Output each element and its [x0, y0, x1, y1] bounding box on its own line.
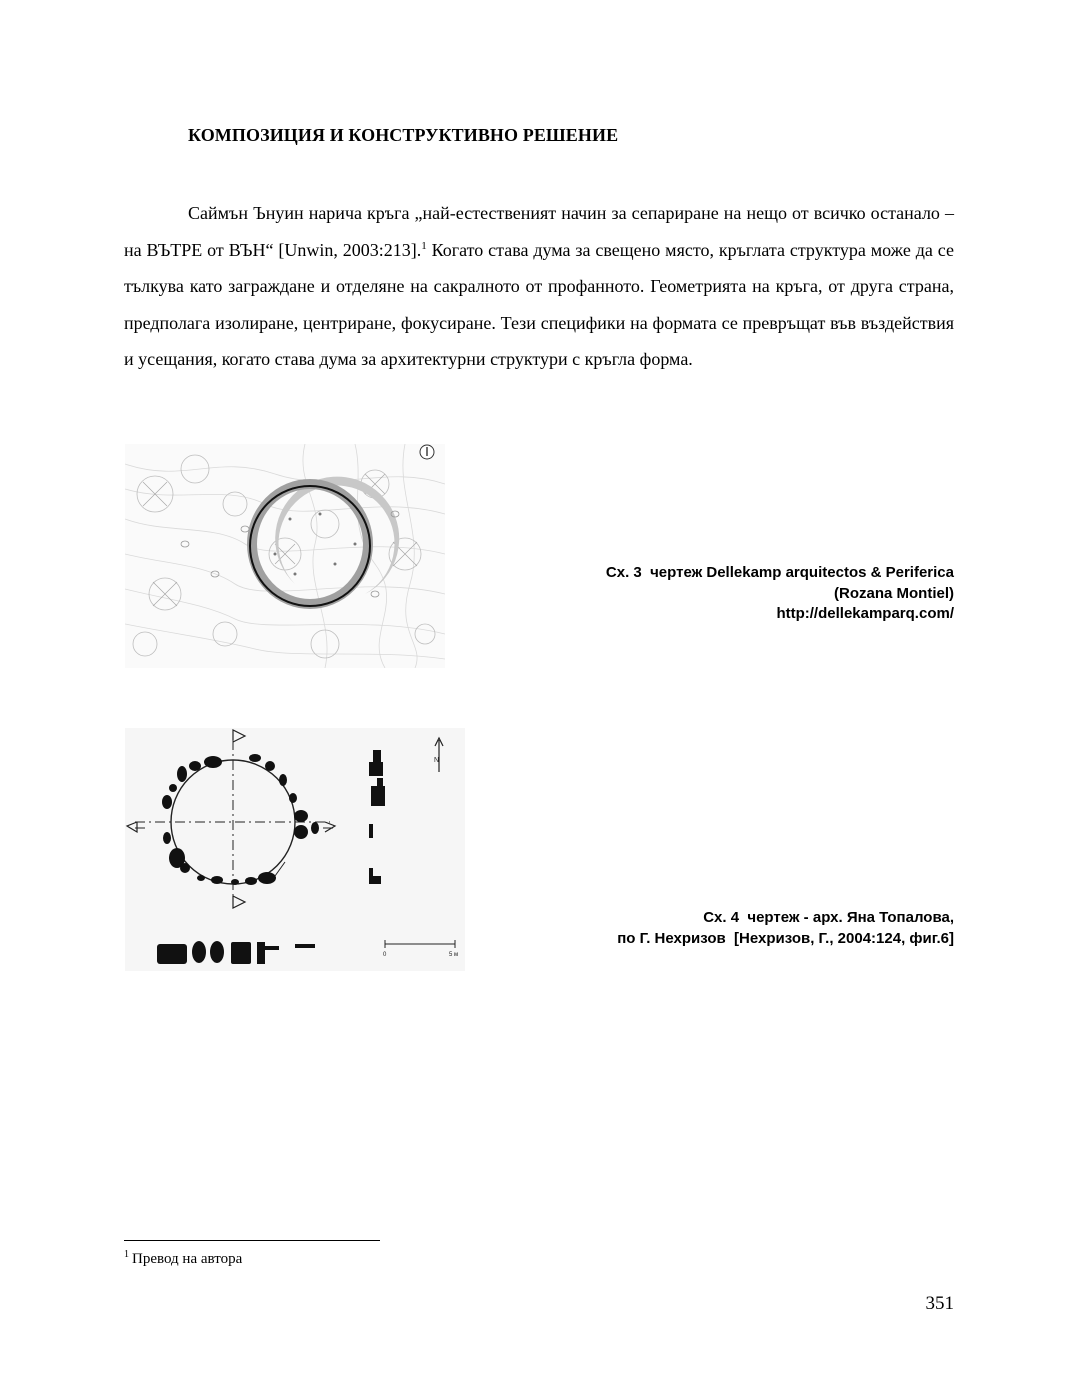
stone-circle-drawing: [125, 728, 465, 971]
scale-start-label: 0: [383, 952, 387, 958]
caption-line: Сх. 4 чертеж - арх. Яна Топалова,: [703, 909, 954, 926]
footnote-number: 1: [124, 1249, 129, 1260]
north-label: N: [434, 757, 440, 764]
caption-line: (Rozana Montiel): [834, 584, 954, 602]
caption-line: Сх. 3 чертеж Dellekamp arquitectos & Periferica: [605, 564, 954, 581]
figure-stone-circle: [125, 728, 465, 971]
site-plan-drawing: [125, 444, 445, 668]
paragraph-text-part1: Саймън Ънуин нарича кръга „най-естественият начин за сепариране на нещо от всичко останало – на ВЪТРЕ от ВЪН“ [Unwin, 2003:213].: [124, 203, 954, 260]
body-paragraph: [124, 195, 954, 378]
caption-line: по Г. Нехризов [Нехризов, Г., 2004:124, фиг.6]: [617, 929, 954, 947]
scale-end-label: 5 м: [449, 952, 459, 958]
footnote-text: Превод на автора: [132, 1251, 243, 1267]
footnote-separator: [124, 1240, 380, 1241]
page-number: 351: [925, 1293, 954, 1314]
caption-line[interactable]: http://dellekamparq.com/: [776, 605, 954, 622]
footnote-reference[interactable]: 1: [421, 239, 427, 252]
figure2-caption: [617, 908, 954, 949]
footnote: [124, 1251, 242, 1268]
figure1-caption: [606, 563, 954, 625]
figure-site-plan: [125, 444, 445, 668]
section-heading: КОМПОЗИЦИЯ И КОНСТРУКТИВНО РЕШЕНИЕ: [188, 125, 619, 145]
paragraph-text-part2: Когато става дума за свещено място, кръглата структура може да се тълкува като заграждане и отделяне на сакралното от профанното. Геометрията на кръга, от друга страна, предполага изолиране, центриране, фокусиране. Тези специфики на формата се превръщат във въздействия и усещания, когато става дума за архитектурни структури с кръгла форма.: [124, 239, 954, 369]
